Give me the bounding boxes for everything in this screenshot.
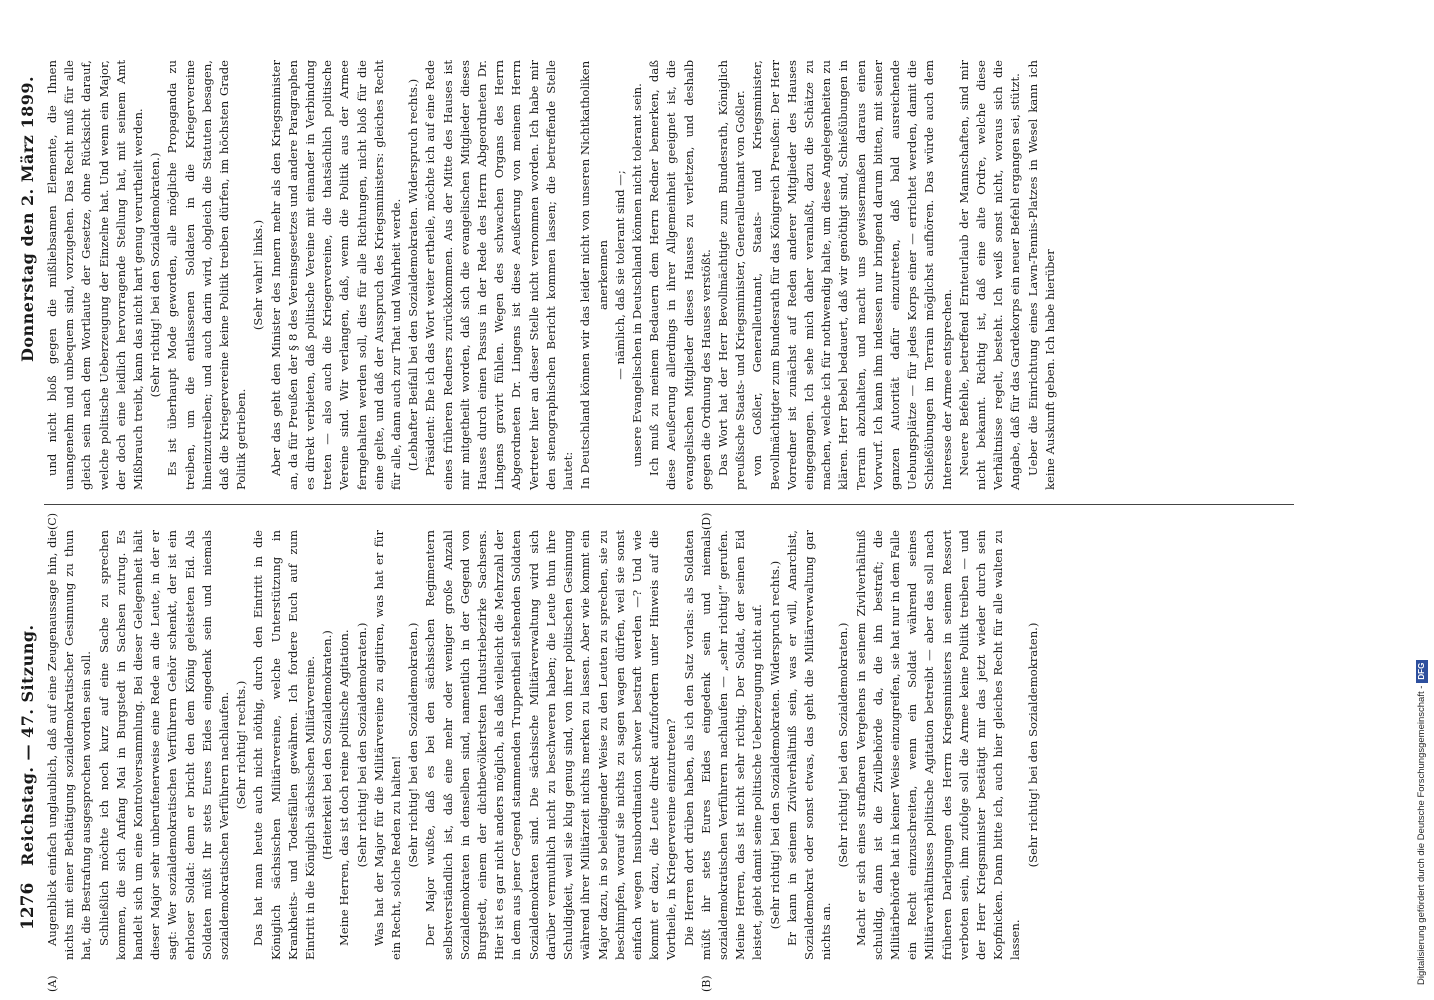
paragraph: Das hat man heute auch nicht nöthig, durch den Eintritt in die Königlich sächsischen Militärvereine, welche Unterstützung in Krankheits- und Todesfällen gewähren. Ich fordere Euch auf zum Eintritt in die Königlich sächsischen Militärvereine. bbox=[251, 530, 318, 960]
paragraph: Es ist überhaupt Mode geworden, alle mögliche Propaganda zu treiben, um die entlassenen Soldaten in die Kriegervereine hineinzutreiben; und auch darin wird, obgleich die Statuten besagen, daß die Kriegervereine keine Politik treiben dürfen, im höchsten Grade Politik getrieben. bbox=[165, 60, 249, 490]
quotation: — nämlich, daß sie tolerant sind —; bbox=[612, 170, 627, 380]
right-column bbox=[44, 60, 1059, 490]
interjection: (Lebhafter Beifall bei den Sozialdemokraten. Widerspruch rechts.) bbox=[406, 78, 421, 472]
paragraph: Neuere Befehle, betreffend Ernteurlaub der Mannschaften, sind mir nicht bekannt. Richtig ist, daß eine alte Ordre, welche diese Verhältnisse regelt, besteht. Ich weiß sonst nicht, woraus sich die Angabe, daß für das Gardekorps ein neuer Befehl ergangen sei, stützt. bbox=[956, 60, 1023, 490]
paragraph: Meine Herren, das ist doch reine politische Agitation. bbox=[337, 629, 352, 946]
interjection: (Sehr richtig! bei den Sozialdemokraten.) bbox=[406, 622, 421, 868]
column-divider bbox=[44, 504, 1294, 505]
header-session-title: Reichstag. — 47. Sitzung. bbox=[18, 624, 37, 866]
paragraph: Aber das geht den Minister des Innern mehr als den Kriegsminister an, da für Preußen der § 8 des Vereinsgesetzes und andere Paragraphen es direkt verbieten, daß politische Vereine mit einander in Verbindung treten — also auch die Kriegervereine, die thatsächlich politische Vereine sind. Wir verlangen, daß, wenn die Politik aus der Armee ferngehalten werden soll, dies für alle Richtungen, nicht bloß für die eine gelte, und daß der Ausspruch des Kriegsministers: gleiches Recht für alle, dann auch zur That und Wahrheit werde. bbox=[268, 60, 404, 490]
margin-letter-a: (A) bbox=[46, 975, 59, 992]
page-header bbox=[10, 18, 44, 982]
margin-letter-d: (D) bbox=[700, 512, 713, 530]
interjection: (Sehr richtig! rechts.) bbox=[234, 680, 249, 810]
paragraph: Der Major wußte, daß es bei den sächsischen Regimentern selbstverständlich ist, daß eine mehr oder weniger große Anzahl Sozialdemokraten in denselben sind, namentlich in der Gegend von Burgstedt, einem der dichtbevölkertsten Industriebezirke Sachsens. Hier ist es gar nicht anders möglich, als daß vielleicht die Mehrzahl der in dem aus jener Gegend stammenden Truppentheil stehenden Soldaten Sozialdemokraten sind. Die sächsische Militärverwaltung wird sich darüber vermuthlich nicht zu beschweren haben; die Leute thun ihre Schuldigkeit, weil sie klug genug sind, von ihrer politischen Gesinnung während ihrer Militärzeit nichts merken zu lassen. Aber wie kommt ein Major dazu, in so beleidigender Weise zu den Leuten zu sprechen, sie zu beschimpfen, worauf sie nichts zu sagen wagen dürfen, weil sie sonst einfach wegen Insubordination schwer bestraft werden —? Und wie kommt er dazu, die Leute direkt aufzufordern unter Hinweis auf die Vortheile, in Kriegervereine einzutreten? bbox=[423, 530, 679, 960]
paragraph: Augenblick einfach unglaublich, daß auf eine Zeugenaussage hin, die nichts mit einer Bethätigung sozialdemokratischer Gesinnung zu thun hat, die Bestrafung ausgesprochen worden sein soll. bbox=[45, 530, 94, 960]
paragraph: Ueber die Einrichtung eines Lawn-Tennis-Platzes in Wesel kann ich keine Auskunft geben. Ich habe hierüber bbox=[1025, 60, 1057, 490]
interjection: (Sehr richtig! bei den Sozialdemokraten.) bbox=[836, 622, 851, 868]
interjection: (Heiterkeit bei den Sozialdemokraten.) bbox=[320, 630, 335, 860]
interjection: (Sehr richtig! bei den Sozialdemokraten.) bbox=[1025, 622, 1040, 868]
paragraph: Das Wort hat der Herr Bevollmächtigte zum Bundesrath, Königlich preußische Staats- und Kriegsminister, Generalleutnant von Goßler. bbox=[715, 60, 748, 490]
paragraph: Die Herren dort drüben haben, als ich den Satz vorlas: als Soldaten müßt ihr stets Eures Eides eingedenk sein und niemals sozialdemokratischen Verführern nachlaufen — „sehr richtig!“ gerufen. Meine Herren, das ist nicht sehr richtig. Der Soldat, der seinen Eid leistet, giebt damit seine politische Ueberzeugung nicht auf. bbox=[681, 530, 765, 960]
paragraph: Er kann in seinem Zivilverhältniß sein, was er will, Anarchist, Sozialdemokrat oder sonst etwas, das geht die Militärverwaltung gar nichts an. bbox=[784, 530, 834, 960]
interjection: (Sehr wahr! links.) bbox=[251, 219, 266, 331]
paragraph: Ich muß zu meinem Bedauern dem Herrn Redner bemerken, daß diese Aeußerung allerdings in ihrer Allgemeinheit geeignet ist, die evangelischen Mitglieder dieses Hauses zu verletzen, und deshalb gegen die Ordnung des Hauses verstößt. bbox=[647, 60, 713, 490]
header-date: Donnerstag den 2. März 1899. bbox=[18, 75, 37, 362]
quotation: unsere Evangelischen in Deutschland können nicht tolerant sein. bbox=[629, 83, 644, 467]
left-column bbox=[44, 530, 1042, 960]
quotation: In Deutschland können wir das leider nicht von unseren Nichtkatholiken anerkennen bbox=[578, 60, 610, 490]
page-number: 1276 bbox=[18, 882, 38, 930]
paragraph: Präsident: Ehe ich das Wort weiter ertheile, möchte ich auf eine Rede eines früheren Redners zurückkommen. Aus der Mitte des Hauses ist mir mitgetheilt worden, daß sich die evangelischen Mitglieder dieses Hauses durch einen Passus in der Rede des Herrn Abgeordneten Dr. Lingens gravirt fühlen. Wegen des schwachen Organs des Herrn Abgeordneten Dr. Lingens ist diese Aeußerung von meinem Herrn Vertreter hier an dieser Stelle nicht vernommen worden. Ich habe mir den stenographischen Bericht kommen lassen; die betreffende Stelle lautet: bbox=[423, 60, 576, 490]
credit-text: Digitalisierung gefördert durch die Deutsche Forschungsgemeinschaft - bbox=[1416, 685, 1427, 985]
interjection: (Sehr richtig! bei den Sozialdemokraten.) bbox=[148, 152, 163, 398]
margin-letter-b: (B) bbox=[700, 975, 713, 992]
digitization-credit bbox=[1412, 15, 1432, 985]
paragraph: und nicht bloß gegen die mißliebsamen Elemente, die Ihnen unangenehm und unbequem sind, vorzugehen. Das Recht muß für alle gleich sein nach dem Wortlaute der Gesetze, ohne Rücksicht darauf, welche politische Ueberzeugung der Einzelne hat. Und wenn ein Major, der doch eine leidlich hervorragende Stellung hat, mit seinem Amt Mißbrauch treibt, kann das nicht hart genug verurtheilt werden. bbox=[45, 60, 146, 490]
margin-letter-c: (C) bbox=[46, 513, 59, 530]
dfg-logo: DFG bbox=[1416, 660, 1428, 683]
interjection: (Sehr richtig! bei den Sozialdemokraten. Widerspruch rechts.) bbox=[767, 560, 782, 930]
interjection: (Sehr richtig! bei den Sozialdemokraten.) bbox=[354, 622, 369, 868]
paragraph: Macht er sich eines strafbaren Vergehens in seinem Zivilverhältniß schuldig, dann ist die Zivilbehörde da, die ihn bestraft; die Militärbehörde hat in keiner Weise einzugreifen, sie hat nur in dem Falle ein Recht einzuschreiten, wenn ein Soldat während seines Militärverhältnisses politische Agitation betreibt — aber das soll nach früheren Darlegungen des Herrn Kriegsministers in seinem Ressort verboten sein, ihm zufolge soll die Armee keine Politik treiben — und der Herr Kriegsminister bestätigt mir das jetzt wieder durch sein Kopfnicken. Dann bitte ich, auch hier gleiches Recht für alle walten zu lassen. bbox=[853, 530, 1023, 960]
paragraph: Schließlich möchte ich noch kurz auf eine Sache zu sprechen kommen, die sich Anfang Mai in Burgstedt in Sachsen zutrug. Es handelt sich um eine Kontrolversammlung. Bei dieser Gelegenheit hält dieser Major sehr unberufenerweise eine Rede an die Leute, in der er sagt: Wer sozialdemokratischen Verführern Gehör schenkt, der ist ein ehrloser Soldat: denn er bricht den dem König geleisteten Eid. Als Soldaten müßt Ihr stets Eures Eides eingedenk sein und niemals sozialdemokratischen Verführern nachlaufen. bbox=[96, 530, 232, 960]
paragraph: Was hat der Major für die Militärvereine zu agitiren, was hat er für ein Recht, solche Reden zu halten! bbox=[371, 530, 404, 960]
paragraph: von Goßler, Generalleutnant, Staats- und Kriegsminister, Bevollmächtigter zum Bundesrath für das Königreich Preußen: Der Herr Vorredner ist zunächst auf Reden anderer Mitglieder des Hauses eingegangen. Ich sehe mich daher veranlaßt, dazu die Schätze zu machen, welche ich für nothwendig halte, um diese Angelegenheiten zu klären. Herr Bebel bedauert, daß wir genöthigt sind, Schießübungen in Terrain abzuhalten, und macht uns gewissermaßen daraus einen Vorwurf. Ich kann ihm indessen nur bringend darum bitten, mit seiner ganzen Autorität dafür einzutreten, daß bald ausreichende Uebungsplätze — für jedes Korps einer — errichtet werden, damit die Schießübungen im Terrain möglichst aufhören. Das würde auch dem Interesse der Armee entsprechen. bbox=[750, 60, 954, 490]
